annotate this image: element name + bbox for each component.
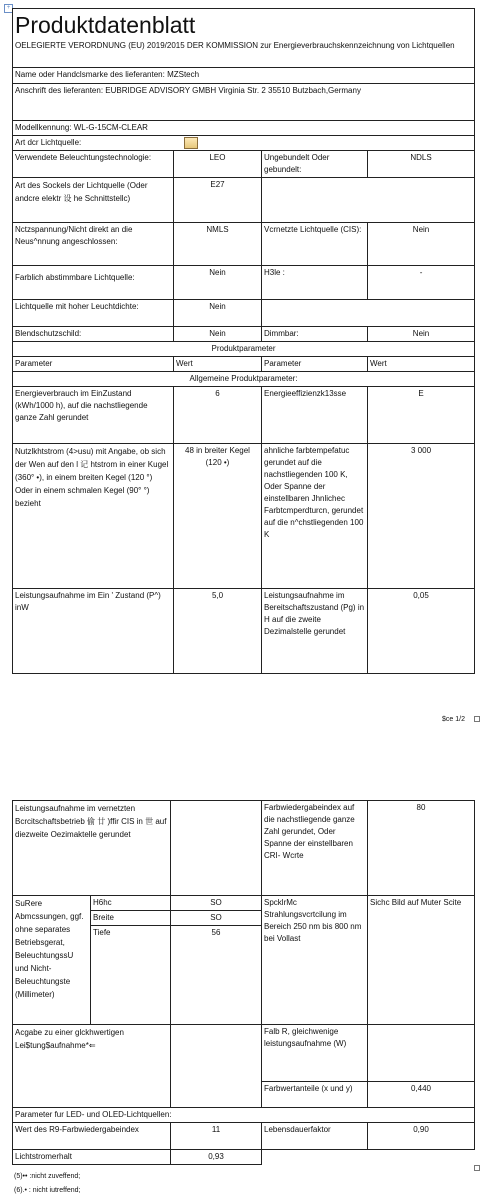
dimensions-label: SuRere Abmcssungen, ggf. ohne separates Betriebsgerat, BeleuchtungssU und Nicht-Beleuchtungste (Millimeter) (13, 896, 91, 1025)
light-source-type-label: Art dcr Lichtquelle: (13, 136, 174, 151)
r9-value: 11 (171, 1123, 262, 1150)
value-header: Wert (174, 357, 262, 372)
flux-label: Nutzlkhtstrom (4>usu) mit Angabe, ob sich der Wen auf den l 记 htstrom in einer Kugel (360° •), in einem breiten Kegel (120 °) Oder in einem schmalen Kegel (90° °) bezieht (13, 444, 174, 589)
depth-label: Tiefe (91, 926, 171, 1025)
colour-tunable-value: Nein (174, 266, 262, 300)
width-value: SO (171, 911, 262, 926)
width-label: Breite (91, 911, 171, 926)
cell-end-mark-2 (474, 1165, 480, 1171)
model-identifier: Modellkennung: WL-G-15CM-CLEAR (13, 121, 475, 136)
value-header-2: Wert (368, 357, 475, 372)
product-params-heading: Produktparameter (13, 342, 475, 357)
falb-label: Falb R, gleichwenige leistungsaufnahme (W) (262, 1025, 368, 1082)
footnote-1: (5)•• :nicht zuveffend; (14, 1173, 81, 1180)
high-luminance-label: Lichtquelle mit hoher Leuchtdichte: (13, 300, 174, 327)
socket-value: E27 (174, 178, 262, 223)
colour-tunable-label: Farblich abstimmbare Lichtquelle: (13, 266, 174, 300)
standby-value: 0,05 (368, 589, 475, 674)
socket-label: Art des Sockels der Lichtquelle (Oder andcre elektr 设 he Schnittstellc) (13, 178, 174, 223)
product-data-table-1 (12, 8, 475, 674)
maintenance-value: 0,93 (171, 1150, 262, 1165)
dimmable-value: Nein (368, 327, 475, 342)
on-power-value: 5,0 (174, 589, 262, 674)
undirected-label: Ungebundelt Oder gebundelt: (262, 151, 368, 178)
connected-label: Vcrnetzte Lichtquelle (CIS): (262, 223, 368, 266)
regulation-text: OELEGIERTE VERORDNUNG (EU) 2019/2015 DER KOMMISSION zur Energieverbrauchskennzeichnung von Lichtquellen (13, 39, 475, 68)
chromaticity-label: Farbwertanteile (x und y) (262, 1082, 368, 1108)
chromaticity-value: 0,440 (368, 1082, 475, 1108)
on-power-label: Leistungsaufnahme im Ein ' Zustand (P^) inW (13, 589, 174, 674)
standby-label: Leistungsaufnahme im Bereitschaftszustand (Pg) in H auf die zweite Dezimalstelle gerundet (262, 589, 368, 674)
envelope-label: H3le : (262, 266, 368, 300)
anti-glare-value: Nein (174, 327, 262, 342)
lifetime-value: 0,90 (368, 1123, 475, 1150)
envelope-value: - (368, 266, 475, 300)
dimmable-label: Dimmbar: (262, 327, 368, 342)
networked-standby-label: Leistungsaufnahme im vernetzten Bcrcitschaftsbetrieb 偷 廿 )ffir CIS in 世 auf diezweite Oezimaktelle gerundet (13, 801, 171, 896)
supplier-name: Name oder Handclsmarke des lieferanten: MZStech (13, 68, 475, 84)
efficiency-value: E (368, 387, 475, 444)
general-params-heading: Allgemeine Produktparameter: (13, 372, 475, 387)
flux-value: 48 in breiter Kegel (120 •) (174, 444, 262, 589)
maintenance-label: Lichtstromerhalt (13, 1150, 171, 1165)
energy-value: 6 (174, 387, 262, 444)
supplier-address: Anschrift des lieferanten: EUBRIDGE ADVISORY GMBH Virginia Str. 2 35510 Butzbach,Germany (13, 84, 475, 121)
param-header-2: Parameter (262, 357, 368, 372)
cct-value: 3 000 (368, 444, 475, 589)
led-params-heading: Parameter fur LED- und OLED-Lichtquellen: (13, 1108, 475, 1123)
cri-value: 80 (368, 801, 475, 896)
energy-label: Energieverbrauch im EinZustand (kWh/1000 h), auf die nachstliegende ganze Zahl gerundet (13, 387, 174, 444)
efficiency-label: Energieeffizienzk13sse (262, 387, 368, 444)
depth-value: 56 (171, 926, 262, 1025)
tech-label: Verwendete Beleuchtungstechnologie: (13, 151, 174, 178)
equivalent-power-label: Acgabe zu einer glckhwertigen Lei$tung$aufnahme*⇐ (13, 1025, 171, 1108)
page-1 (12, 8, 474, 674)
footnote-2: (6).• : nicht iutreffend; (14, 1187, 81, 1194)
page-title: Produktdatenblatt (13, 9, 475, 40)
cri-label: Farbwiedergabeindex auf die nachstliegende ganze Zahl gerundet, Oder Spanne der einstellbaren CRI- Wcrte (262, 801, 368, 896)
spectral-label: SpcklrMc Strahlungsvcrtcilung im Bereich 250 nm bis 800 nm bei Vollast (262, 896, 368, 1025)
undirected-value: NDLS (368, 151, 475, 178)
height-label: H6hc (91, 896, 171, 911)
cell-end-mark (474, 716, 480, 722)
page-number: $ce 1/2 (442, 716, 465, 723)
tech-value: LEO (174, 151, 262, 178)
product-data-table-2 (12, 800, 475, 1165)
mains-value: NMLS (174, 223, 262, 266)
image-placeholder-icon (184, 137, 198, 149)
spectral-value: Sichc Bild auf Muter Scite (368, 896, 475, 1025)
anti-glare-label: Blendschutzschild: (13, 327, 174, 342)
high-luminance-value: Nein (174, 300, 262, 327)
lifetime-label: Lebensdauerfaktor (262, 1123, 368, 1150)
cct-label: ahnliche farbtempefatuc gerundet auf die nachstliegenden 100 K, Oder Spanne der einstellbaren Jhnlichec Farbtcmperdturcn, gerundet auf die n^chstliegenden 100 K (262, 444, 368, 589)
r9-label: Wert des R9-Farbwiedergabeindex (13, 1123, 171, 1150)
mains-label: Nctzspannung/Nicht direkt an die Neus^nnung angeschlossen: (13, 223, 174, 266)
height-value: SO (171, 896, 262, 911)
connected-value: Nein (368, 223, 475, 266)
page-2 (12, 800, 474, 1165)
param-header: Parameter (13, 357, 174, 372)
table-anchor-icon[interactable]: + (4, 4, 13, 13)
